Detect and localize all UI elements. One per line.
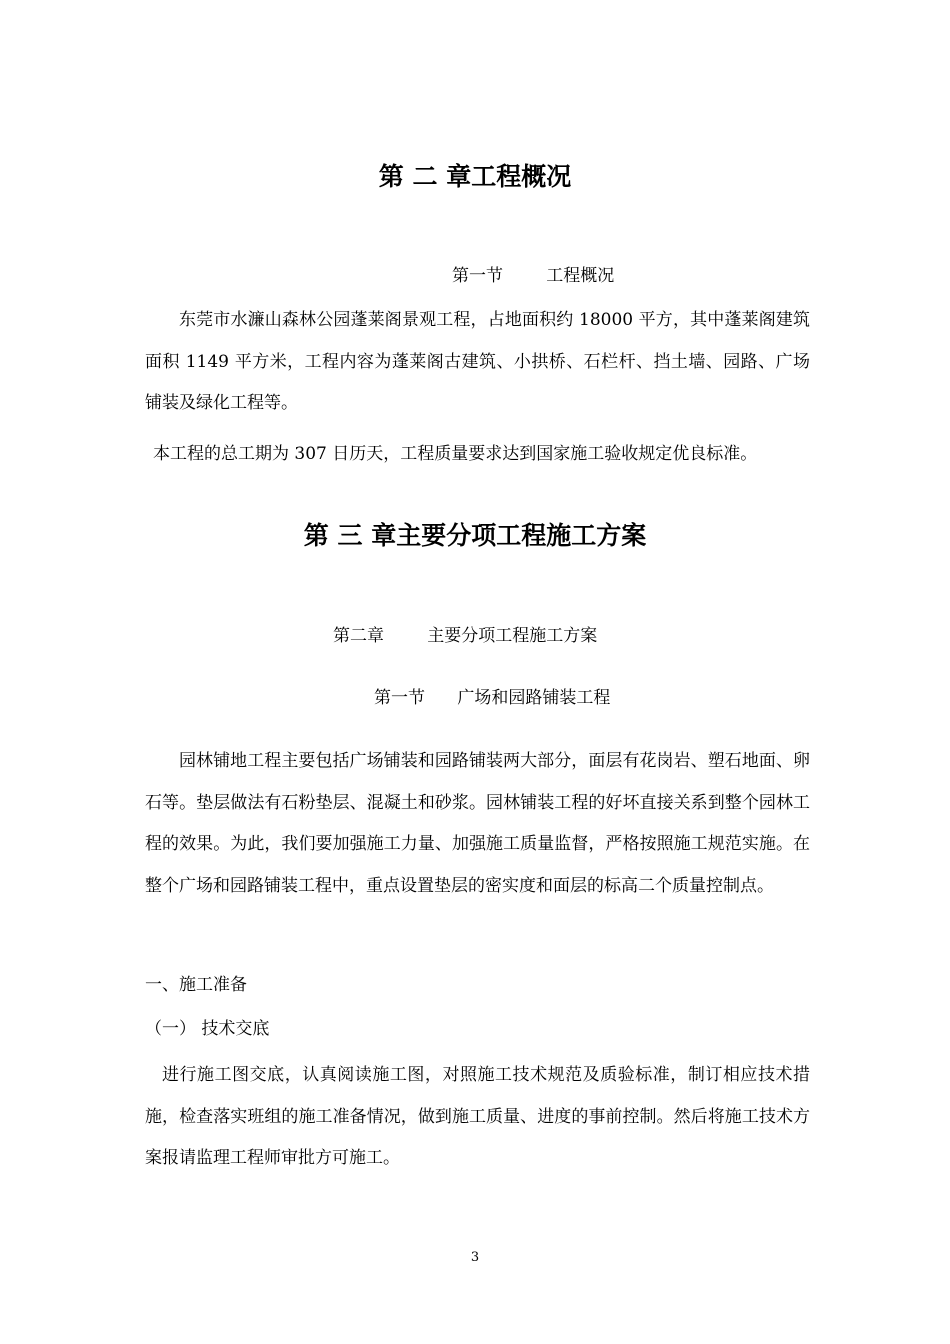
list-item-preparation: 一、施工准备 (145, 975, 247, 995)
chapter-2-heading: 第 二 章工程概况 (378, 162, 572, 191)
chapter-3-section-1-title: 第一节 广场和园路铺装工程 (374, 688, 611, 708)
chapter-3-paragraph-2: 进行施工图交底，认真阅读施工图，对照施工技术规范及质验标准，制订相应技术措施，检查落实班组的施工准备情况，做到施工质量、进度的事前控制。然后将施工技术方案报请监理工程师审批方可施工。 (145, 1065, 810, 1168)
page-number: 3 (470, 1250, 480, 1265)
chapter-3-heading: 第 三 章主要分项工程施工方案 (303, 521, 647, 550)
chapter-2-paragraph-2: 本工程的总工期为 307 日历天，工程质量要求达到国家施工验收规定优良标准。 (153, 444, 758, 464)
list-subitem-technical-briefing: （一） 技术交底 (145, 1019, 270, 1039)
chapter-2-paragraph-1: 东莞市水濂山森林公园蓬莱阁景观工程，占地面积约 18000 平方，其中蓬莱阁建筑面积 1149 平方米，工程内容为蓬莱阁古建筑、小拱桥、石栏杆、挡土墙、园路、广场铺装及绿化工程等。 (145, 310, 810, 413)
chapter-3-paragraph-1: 园林铺地工程主要包括广场铺装和园路铺装两大部分，面层有花岗岩、塑石地面、卵石等。垫层做法有石粉垫层、混凝土和砂浆。园林铺装工程的好坏直接关系到整个园林工程的效果。为此，我们要加强施工力量、加强施工质量监督，严格按照施工规范实施。在整个广场和园路铺装工程中，重点设置垫层的密实度和面层的标高二个质量控制点。 (145, 751, 810, 896)
chapter-2-section-1-title: 第一节 工程概况 (452, 266, 615, 286)
chapter-3-subtitle: 第二章 主要分项工程施工方案 (333, 626, 598, 646)
